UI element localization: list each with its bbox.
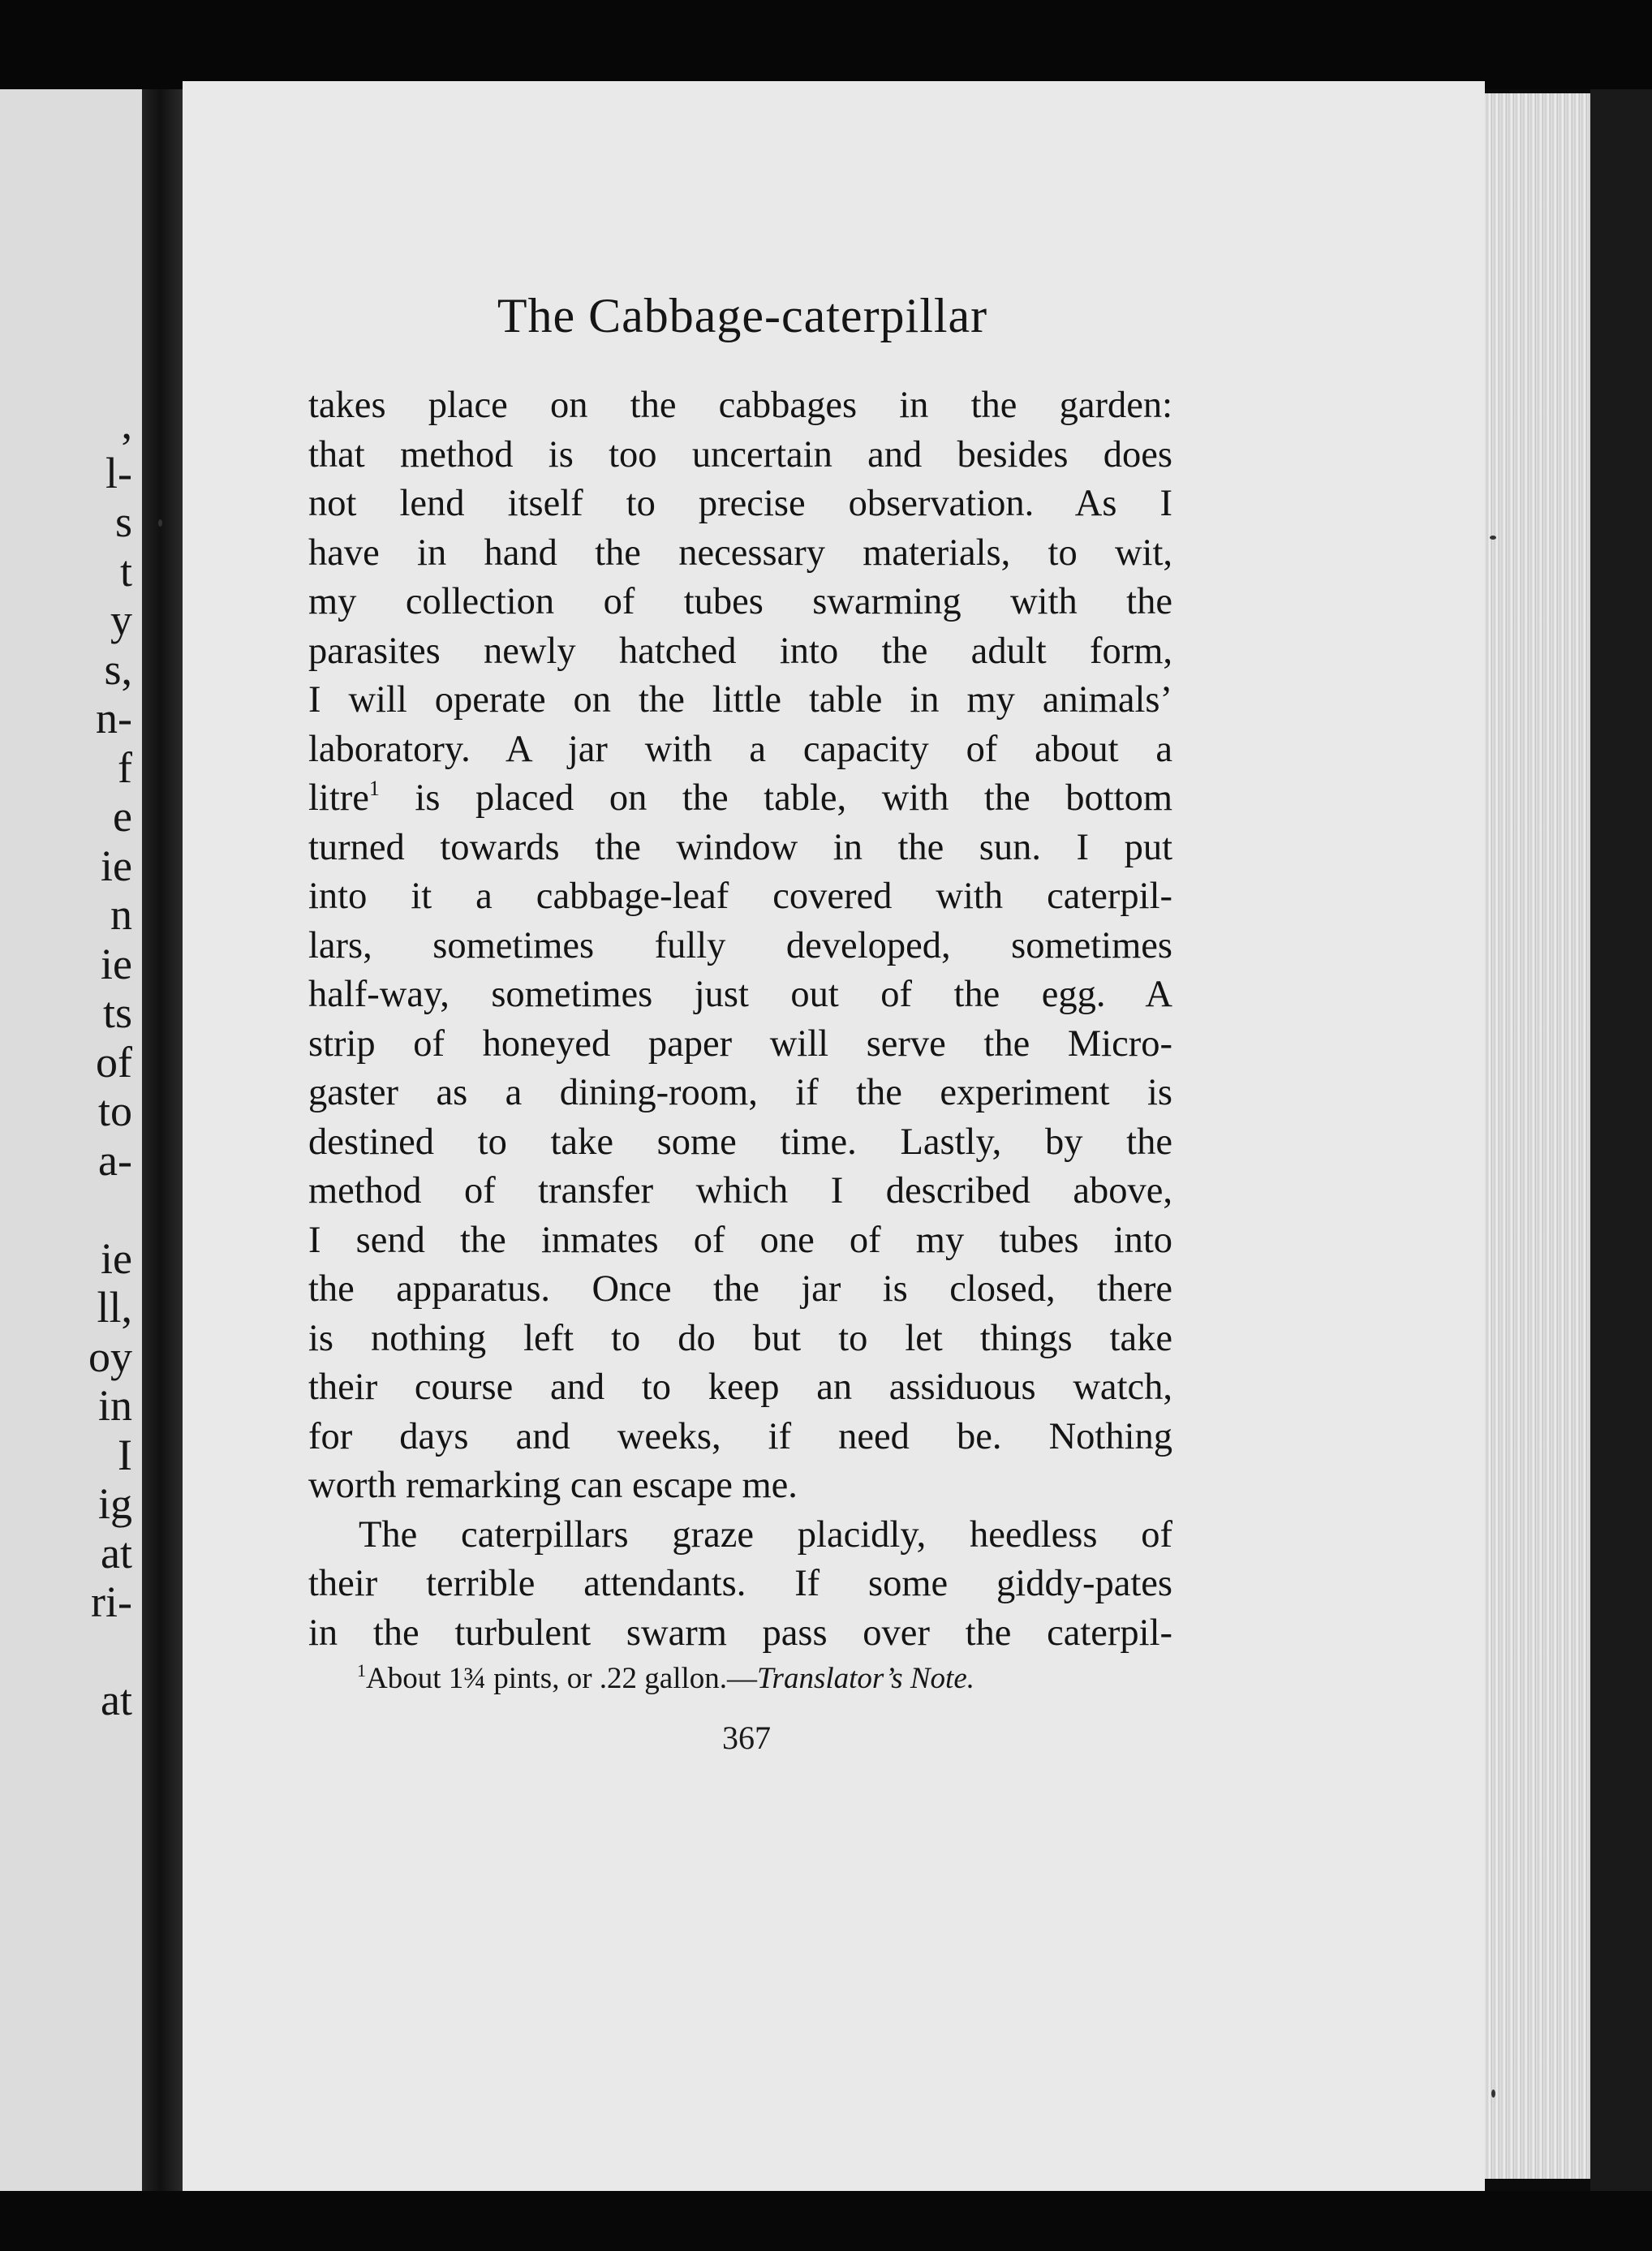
left-page-text-fragment: ll, — [97, 1283, 132, 1332]
left-page-text-fragment: e — [113, 792, 132, 841]
left-page-text-fragment: s — [114, 497, 132, 546]
left-page-text-fragment: y — [110, 596, 132, 644]
text-line-with-footnote — [308, 774, 1172, 824]
left-page-text-fragment: ts — [102, 988, 132, 1037]
right-background — [1590, 89, 1652, 2191]
text-line: half-way, sometimes just out of the egg. A — [308, 974, 1172, 1015]
left-page-text-fragment: ie — [101, 1233, 132, 1283]
footnote-attribution: Translator’s Note. — [757, 1662, 975, 1695]
page-edges — [1485, 93, 1590, 2179]
text-line: the apparatus. Once the jar is closed, there — [308, 1268, 1172, 1310]
left-facing-page — [0, 89, 142, 2191]
scan-speck — [1491, 2090, 1495, 2098]
footnote-text: About 1¾ pints, or .22 gallon.— — [366, 1662, 758, 1695]
left-page-text-fragment: in — [97, 1381, 132, 1430]
text-line: their course and to keep an assiduous watch, — [308, 1367, 1172, 1408]
text-line: strip of honeyed paper will serve the Micro- — [308, 1022, 1172, 1065]
left-page-text-fragment: s, — [104, 644, 132, 694]
text-line: that method is too uncertain and besides does — [308, 433, 1172, 476]
text-line: parasites newly hatched into the adult form, — [308, 630, 1172, 672]
running-head: The Cabbage-caterpillar — [497, 289, 988, 342]
left-page-text-fragment: n- — [96, 694, 132, 742]
text-line: worth remarking can escape me. — [308, 1465, 798, 1506]
left-page-text-fragment: l- — [105, 448, 132, 497]
text-line: gaster as a dining-room, if the experiment is — [308, 1072, 1172, 1113]
left-page-text-fragment: n — [110, 890, 132, 939]
left-page-text-fragment: t — [119, 546, 132, 596]
text-line: have in hand the necessary materials, to wit, — [308, 532, 1172, 574]
left-page-text-fragment: at — [101, 1528, 132, 1577]
text-line: I will operate on the little table in my animals’ — [308, 679, 1172, 721]
text-line: takes place on the cabbages in the garden: — [308, 385, 1172, 426]
left-page-text-fragment: a- — [98, 1135, 132, 1185]
text-line: destined to take some time. Lastly, by the — [308, 1121, 1172, 1163]
footnote-reference: 1 — [368, 777, 380, 800]
text-line: lars, sometimes fully developed, sometimes — [308, 924, 1172, 966]
text-line: method of transfer which I described above, — [308, 1170, 1172, 1212]
left-page-text-fragment: at — [101, 1676, 132, 1724]
text-line: for days and weeks, if need be. Nothing — [308, 1415, 1172, 1457]
scan-speck — [1490, 536, 1496, 540]
text-line: I send the inmates of one of my tubes into — [308, 1219, 1172, 1261]
text-line: The caterpillars graze placidly, heedless of — [359, 1513, 1172, 1556]
footnote-mark: 1 — [357, 1660, 366, 1681]
page-number: 367 — [722, 1719, 771, 1756]
text-line: turned towards the window in the sun. I put — [308, 826, 1172, 868]
text-line: laboratory. A jar with a capacity of about a — [308, 728, 1172, 770]
scan-speck — [158, 519, 162, 527]
left-page-text-fragment: ri- — [91, 1577, 132, 1626]
left-page-text-fragment: ie — [101, 939, 132, 988]
left-page-text-fragment: , — [121, 399, 132, 448]
body-text — [308, 381, 1172, 1658]
top-shadow — [0, 0, 1652, 89]
text-line: not lend itself to precise observation. As I — [308, 483, 1172, 524]
left-page-text-fragment: I — [118, 1430, 132, 1479]
book-gutter — [142, 89, 183, 2191]
left-page-text-fragment: ig — [97, 1479, 132, 1528]
text-line: is nothing left to do but to let things take — [308, 1317, 1172, 1359]
text-fragment: litre — [308, 777, 369, 819]
footnote — [357, 1660, 1168, 1696]
left-page-text-fragment: ie — [101, 841, 132, 890]
bottom-shadow — [0, 2191, 1652, 2251]
left-page-text-fragment: to — [97, 1087, 132, 1135]
left-page-text-fragment: f — [118, 742, 132, 792]
left-page-text-fragment: of — [96, 1037, 132, 1087]
text-line: my collection of tubes swarming with the — [308, 581, 1172, 622]
text-fragment: is placed on the table, with the bottom — [379, 777, 1172, 819]
text-line: their terrible attendants. If some giddy-pates — [308, 1563, 1172, 1604]
text-line: into it a cabbage-leaf covered with caterpil- — [308, 876, 1172, 917]
left-page-text-fragment: oy — [88, 1332, 132, 1381]
text-line: in the turbulent swarm pass over the caterpil- — [308, 1612, 1172, 1654]
